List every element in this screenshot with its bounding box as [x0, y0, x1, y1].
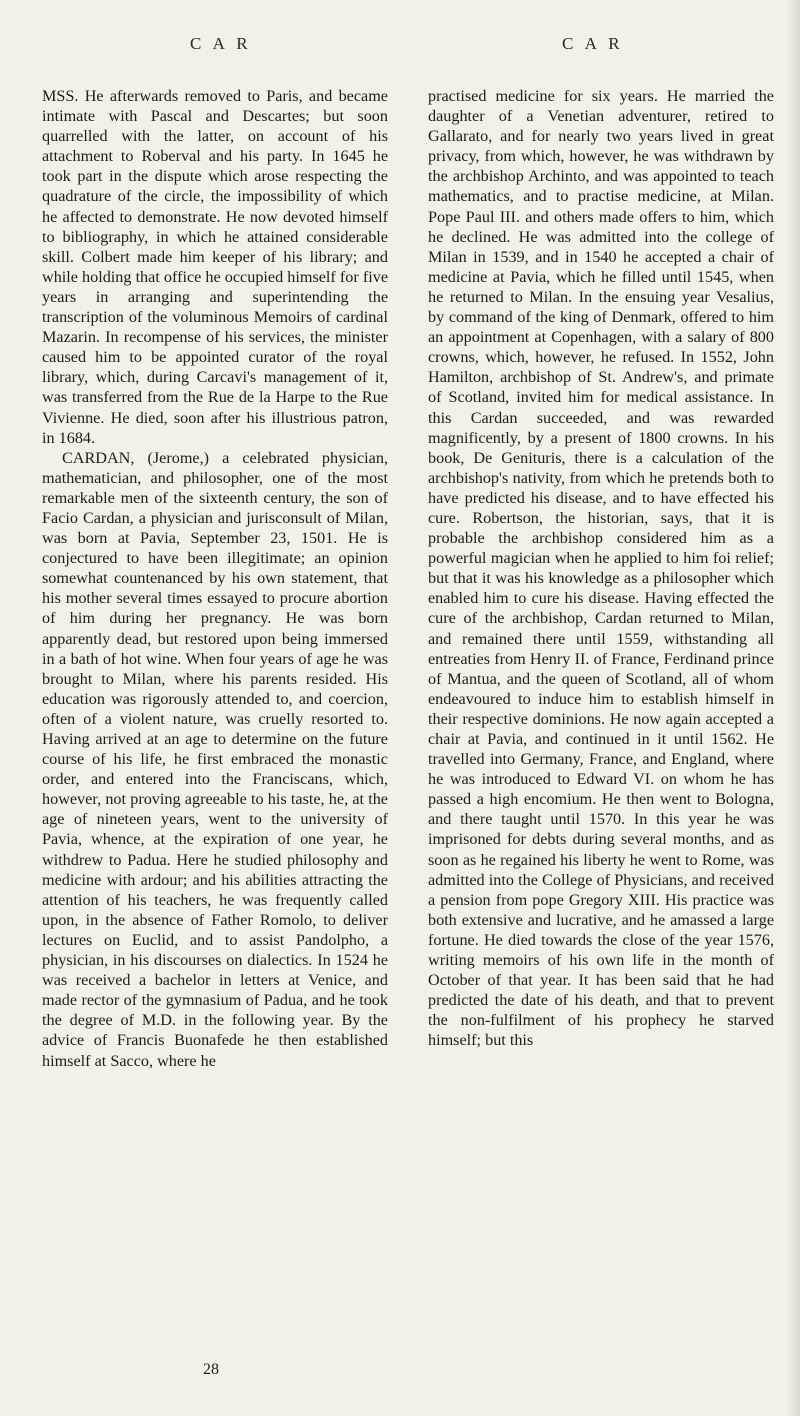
paragraph-cardan-continuation: practised medicine for six years. He married the daughter of a Venetian adventurer, retired to Gallarato, and for nearly two years lived in great privacy, from which, however, he was withdrawn by the archbishop Archinto, and was appointed to teach mathematics, and to practise medicine, at Milan. Pope Paul III. and others made offers to him, which he declined. He was admitted into the college of Milan in 1539, and in 1540 he accepted a chair of medicine at Pavia, which he filled until 1545, when he returned to Milan. In the ensuing year Vesalius, by command of the king of Denmark, offered to him an appointment at Copenhagen, with a salary of 800 crowns, which, however, he refused. In 1552, John Hamilton, archbishop of St. Andrew's, and primate of Scotland, invited him for medical assistance. In this Cardan succeeded, and was rewarded magnificently, by a present of 1800 crowns. In his book, De Genituris, there is a calculation of the archbishop's nativity, from which he pretends both to have predicted his disease, and to have effected his cure. Robertson, the historian, says, that it is probable the archbishop considered him as a powerful magician when he applied to him foi relief; but that it was his knowledge as a philosopher which enabled him to cure his disease. Having effected the cure of the archbishop, Cardan returned to Milan, and remained there until 1559, withstanding all entreaties from Henry II. of France, Ferdinand prince of Mantua, and the queen of Scotland, all of whom endeavoured to induce him to establish himself in their respective dominions. He now again accepted a chair at Pavia, and continued in it until 1562. He travelled into Germany, France, and England, where he was introduced to Edward VI. on whom he has passed a high encomium. He then went to Bologna, and there taught until 1570. In this year he was imprisoned for debts during several months, and as soon as he regained his liberty he went to Rome, was admitted into the College of Physicians, and received a pension from pope Gregory XIII. His practice was both extensive and lucrative, and he amassed a large fortune. He died towards the close of the year 1576, writing memoirs of his own life in the month of October of that year. It has been said that he had predicted the date of his death, and that to prevent the non-fulfilment of his prophecy he starved himself; but this [428, 87, 774, 1050]
right-column [428, 86, 774, 1051]
running-head-right: C A R [562, 34, 624, 53]
page-edge-shadow [786, 0, 800, 1416]
left-column [42, 86, 388, 1071]
paragraph-mss-continuation: MSS. He afterwards removed to Paris, and became intimate with Pascal and Descartes; but soon quarrelled with the latter, on account of his attachment to Roberval and his party. In 1645 he took part in the dispute which arose respecting the quadrature of the circle, the impossibility of which he affected to demonstrate. He now devoted himself to bibliography, in which he attained considerable skill. Colbert made him keeper of his library; and while holding that office he occupied himself for five years in arranging and superintending the transcription of the voluminous Memoirs of cardinal Mazarin. In recompense of his services, the minister caused him to be appointed curator of the royal library, which, during Carcavi's management of it, was transferred from the Rue de la Harpe to the Rue Vivienne. He died, soon after his illustrious patron, in 1684. [42, 87, 388, 447]
running-head-left: C A R [190, 34, 252, 53]
page-number: 28 [203, 1361, 219, 1378]
paragraph-cardan-entry: CARDAN, (Jerome,) a celebrated physician, mathematician, and philosopher, one of the most remarkable men of the sixteenth century, the son of Facio Cardan, a physician and jurisconsult of Milan, was born at Pavia, September 23, 1501. He is conjectured to have been illegitimate; an opinion somewhat countenanced by his own statement, that his mother several times essayed to procure abortion of him during her pregnancy. He was born apparently dead, but restored upon being immersed in a bath of hot wine. When four years of age he was brought to Milan, where his parents resided. His education was rigorously attended to, and coercion, often of a violent nature, was cruelly resorted to. Having arrived at an age to determine on the future course of his life, he first embraced the monastic order, and entered into the Franciscans, which, however, not proving agreeable to his taste, he, at the age of nineteen years, went to the university of Pavia, whence, at the expiration of one year, he withdrew to Padua. Here he studied philosophy and medicine with ardour; and his abilities attracting the attention of his teachers, he was frequently called upon, in the absence of Father Romolo, to deliver lectures on Euclid, and to assist Pandolpho, a physician, in his discourses on dialectics. In 1524 he was received a bachelor in letters at Venice, and made rector of the gymnasium of Padua, and he took the degree of M.D. in the following year. By the advice of Francis Buonafede he then established himself at Sacco, where he [42, 448, 388, 1070]
